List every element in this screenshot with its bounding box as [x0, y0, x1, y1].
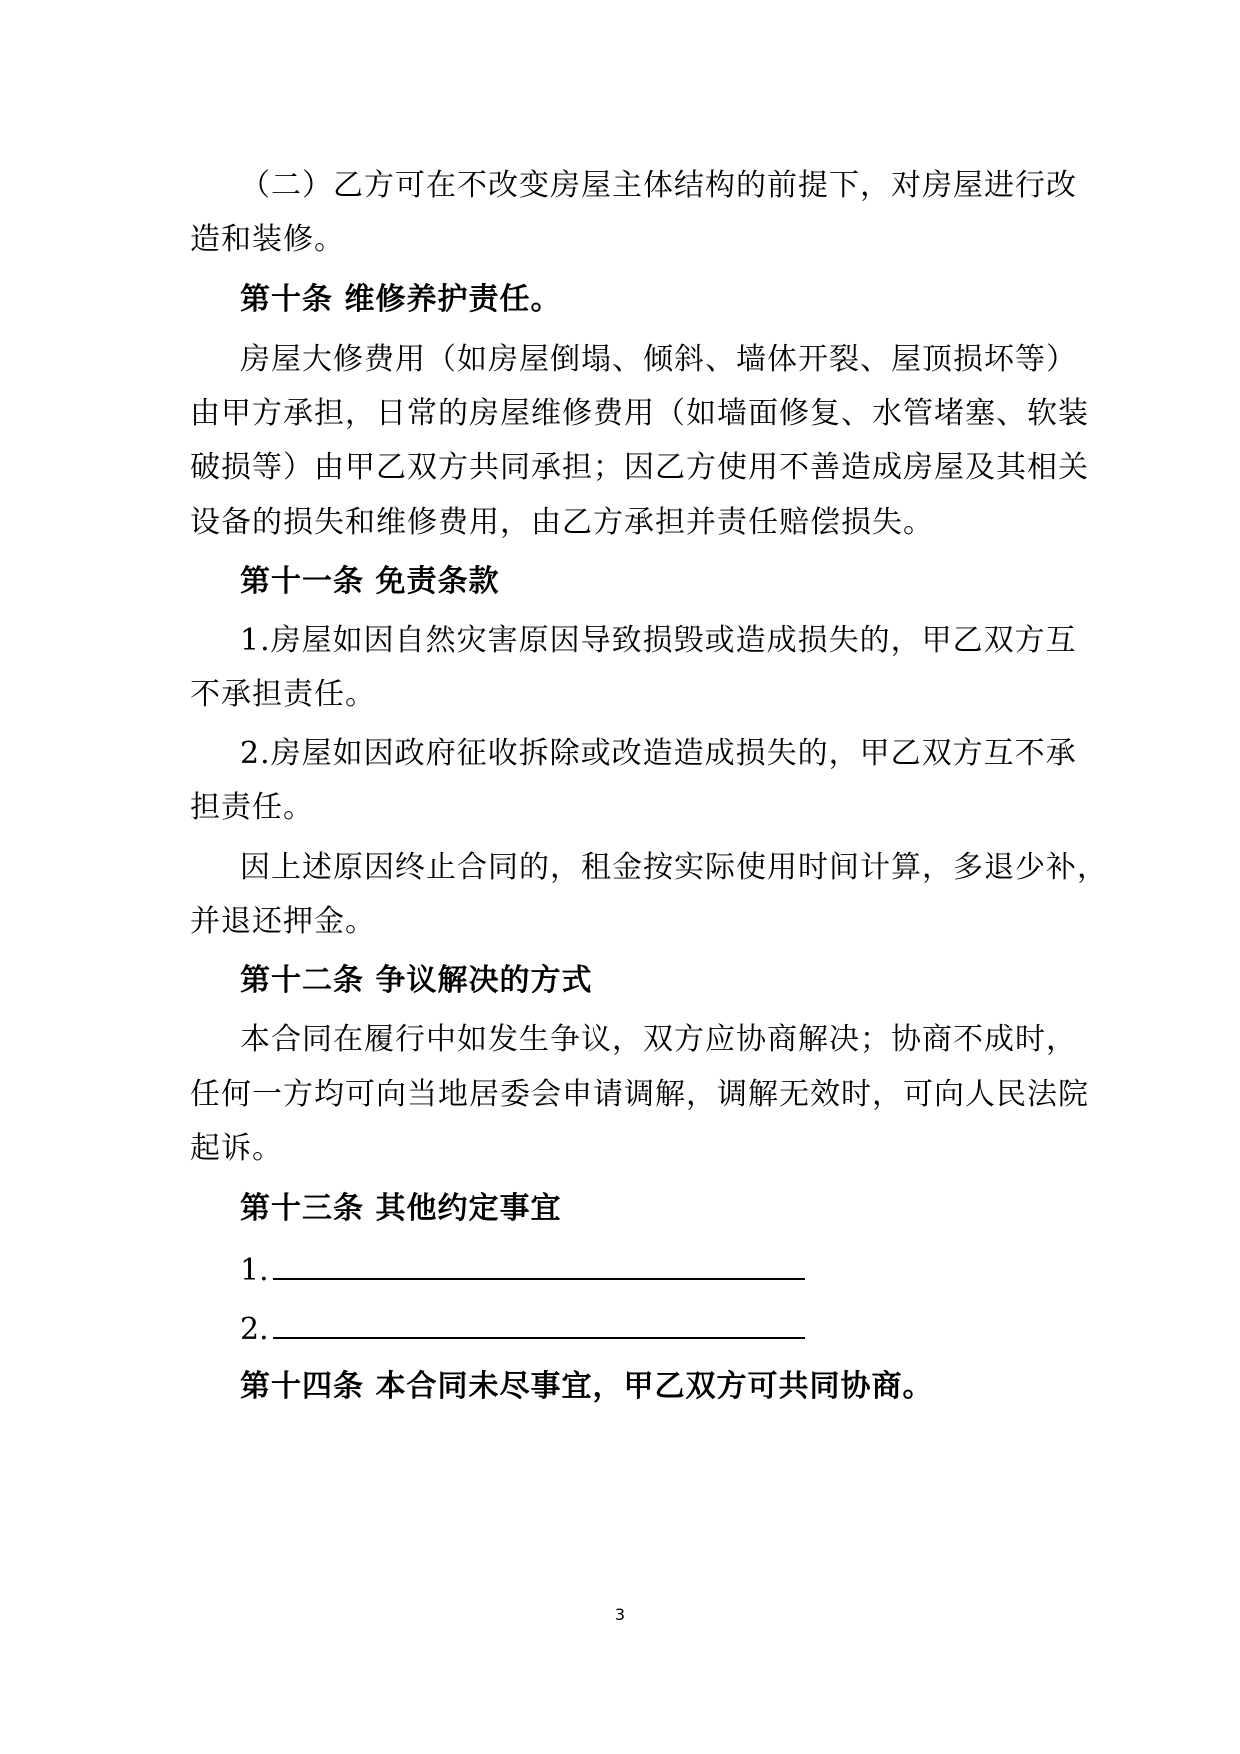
paragraph-line: 2.房屋如因政府征收拆除或改造造成损失的，甲乙双方互不承 — [240, 736, 1077, 771]
paragraph-line: 并退还押金。 — [190, 904, 376, 939]
paragraph-line: （二）乙方可在不改变房屋主体结构的前提下，对房屋进行改 — [240, 168, 1077, 203]
page-number: 3 — [614, 1605, 626, 1624]
paragraph-line: 因上述原因终止合同的，租金按实际使用时间计算，多退少补， — [240, 850, 1108, 885]
blank-item-number: 2. — [240, 1312, 269, 1347]
paragraph-line: 不承担责任。 — [190, 677, 376, 712]
paragraph-line: 设备的损失和维修费用，由乙方承担并责任赔偿损失。 — [190, 505, 934, 540]
fill-in-blank[interactable] — [273, 1307, 805, 1339]
paragraph-line: 造和装修。 — [190, 222, 345, 257]
paragraph-line: 起诉。 — [190, 1131, 283, 1166]
blank-item-1 — [240, 1248, 805, 1291]
paragraph-line: 1.房屋如因自然灾害原因导致损毁或造成损失的，甲乙双方互 — [240, 623, 1077, 658]
article-13-heading: 第十三条 其他约定事宜 — [240, 1191, 562, 1226]
paragraph-line: 本合同在履行中如发生争议，双方应协商解决；协商不成时， — [240, 1022, 1077, 1057]
blank-item-2 — [240, 1307, 805, 1350]
article-12-heading: 第十二条 争议解决的方式 — [240, 963, 593, 998]
article-14-heading: 第十四条 本合同未尽事宜，甲乙双方可共同协商。 — [240, 1369, 934, 1404]
paragraph-line: 担责任。 — [190, 790, 314, 825]
paragraph-line: 房屋大修费用（如房屋倒塌、倾斜、墙体开裂、屋顶损坏等） — [240, 342, 1077, 377]
blank-item-number: 1. — [240, 1253, 269, 1288]
paragraph-line: 破损等）由甲乙双方共同承担；因乙方使用不善造成房屋及其相关 — [190, 450, 1089, 485]
paragraph-line: 由甲方承担，日常的房屋维修费用（如墙面修复、水管堵塞、软装 — [190, 396, 1089, 431]
article-10-heading: 第十条 维修养护责任。 — [240, 282, 562, 317]
paragraph-line: 任何一方均可向当地居委会申请调解，调解无效时，可向人民法院 — [190, 1077, 1089, 1112]
fill-in-blank[interactable] — [273, 1248, 805, 1280]
article-11-heading: 第十一条 免责条款 — [240, 564, 500, 599]
